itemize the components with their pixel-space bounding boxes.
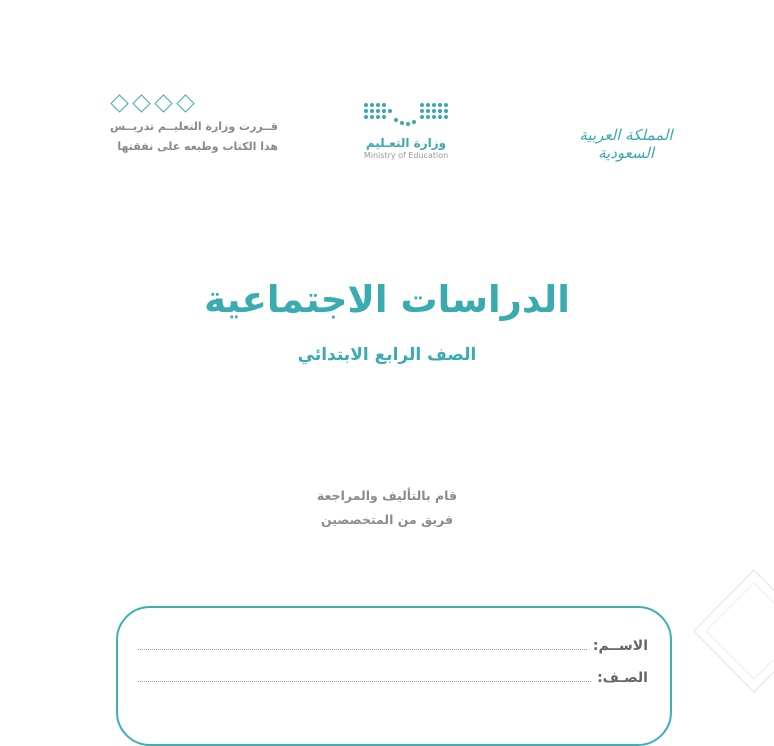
credits-line-2: فريق من المتخصصين <box>320 512 454 527</box>
credits-line-1: قام بالتأليف والمراجعة <box>316 488 458 503</box>
diamond-ornament-icon <box>110 94 278 113</box>
class-field[interactable] <box>138 670 648 686</box>
name-label: الاســم: <box>592 638 648 654</box>
grade-subtitle: الصف الرابع الابتدائي <box>297 345 477 365</box>
decree-line-1: قــررت وزارة التعليــم تدريــس <box>110 120 278 133</box>
ministry-logo <box>338 100 474 160</box>
decree-line-2: هذا الكتاب وطبعه على نفقتها <box>117 140 278 153</box>
credits <box>0 484 774 532</box>
student-info-box <box>116 606 672 746</box>
book-title: الدراسات الاجتماعية <box>204 278 570 321</box>
name-field[interactable] <box>138 638 648 654</box>
decorative-diamond-outline-icon <box>664 560 774 702</box>
ministry-name-english: Ministry of Education <box>363 151 449 160</box>
class-label: الصـف: <box>597 670 648 686</box>
ministry-name-arabic: وزارة التعـليم <box>365 136 447 150</box>
class-dotted-line[interactable] <box>138 671 591 682</box>
name-dotted-line[interactable] <box>138 639 587 650</box>
ministry-dots-icon <box>361 100 451 130</box>
curriculum-decree <box>110 94 278 157</box>
kingdom-calligraphy-logo: المملكة العربية السعودية <box>579 126 673 162</box>
